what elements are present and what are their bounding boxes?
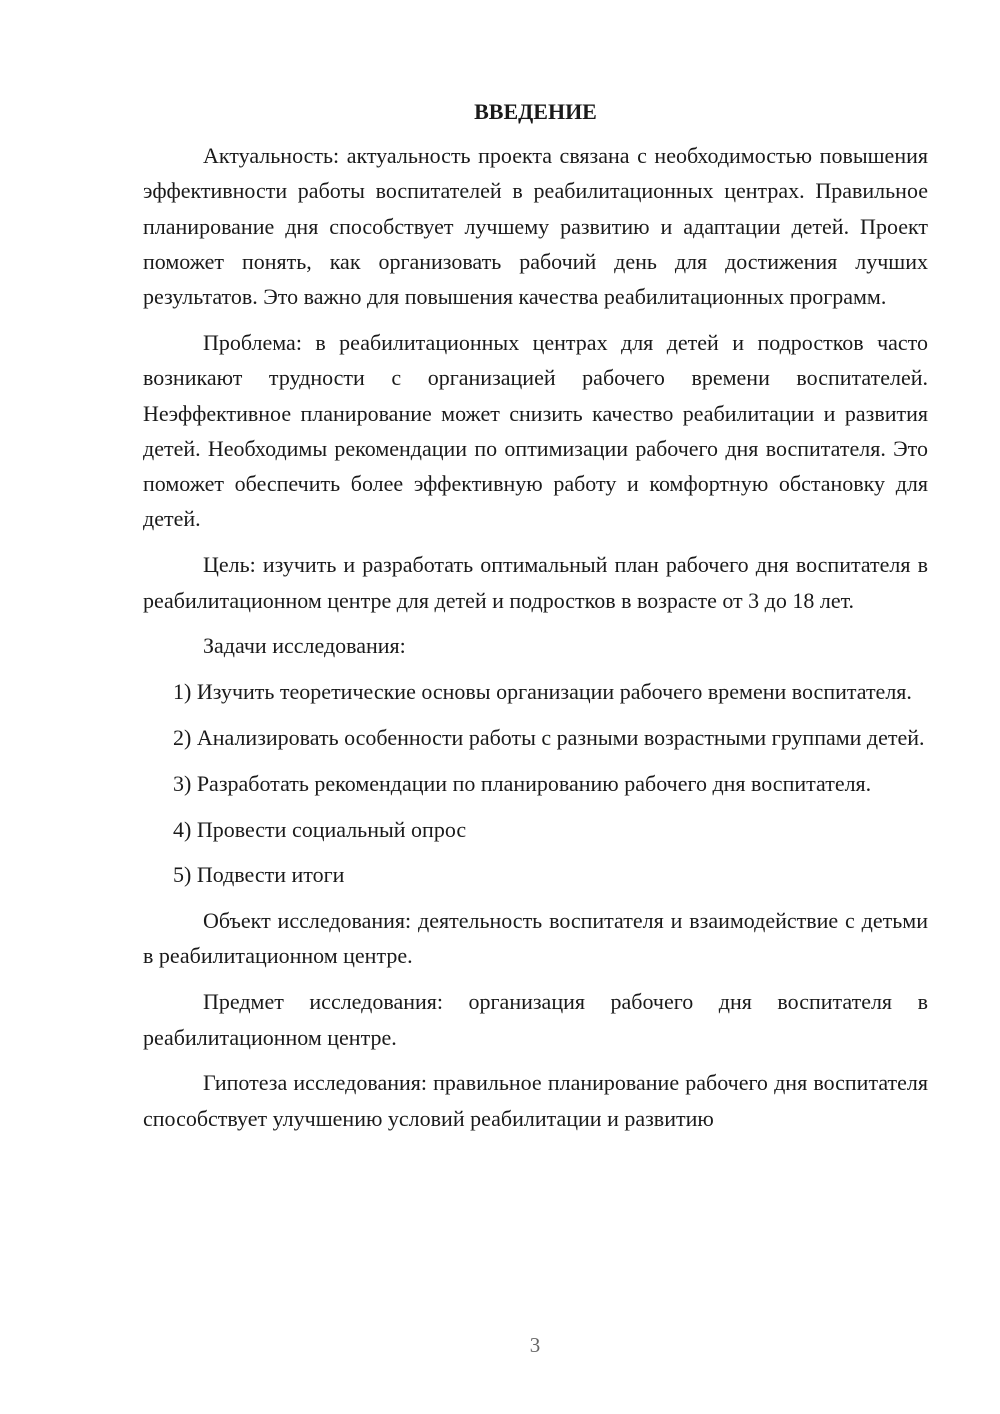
subject-paragraph: Предмет исследования: организация рабочего дня воспитателя в реабилитационном центре.	[143, 989, 928, 1050]
tasks-title: Задачи исследования:	[203, 633, 406, 659]
task-item: 4) Провести социальный опрос	[173, 816, 467, 842]
object-paragraph: Объект исследования: деятельность воспитателя и взаимодействие с детьми в реабилитационном центре.	[143, 908, 928, 969]
goal-paragraph: Цель: изучить и разработать оптимальный план рабочего дня воспитателя в реабилитационном центре для детей и подростков в возрасте от 3 до 18 лет.	[143, 552, 928, 613]
task-item: 3) Разработать рекомендации по планированию рабочего дня воспитателя.	[173, 770, 872, 796]
section-heading: ВВЕДЕНИЕ	[474, 99, 597, 124]
relevance-paragraph: Актуальность: актуальность проекта связана с необходимостью повышения эффективности работы воспитателей в реабилитационных центрах. Правильное планирование дня способствует лучшему развитию и адаптации детей. Проект поможет понять, как организовать рабочий день для достижения лучших результатов. Это важно для повышения качества реабилитационных программ.	[143, 143, 928, 310]
problem-paragraph: Проблема: в реабилитационных центрах для детей и подростков часто возникают трудности с организацией рабочего времени воспитателей. Неэффективное планирование может снизить качество реабилитации и развития детей. Необходимы рекомендации по оптимизации рабочего дня воспитателя. Это поможет обеспечить более эффективную работу и комфортную обстановку для детей.	[143, 329, 928, 532]
page-number: 3	[529, 1333, 541, 1357]
task-item: 2) Анализировать особенности работы с разными возрастными группами детей.	[173, 724, 925, 750]
document-body	[143, 94, 928, 1136]
task-item: 5) Подвести итоги	[173, 862, 345, 888]
hypothesis-paragraph: Гипотеза исследования: правильное планирование рабочего дня воспитателя способствует улучшению условий реабилитации и развитию	[143, 1070, 928, 1131]
task-item: 1) Изучить теоретические основы организации рабочего времени воспитателя.	[173, 679, 912, 705]
